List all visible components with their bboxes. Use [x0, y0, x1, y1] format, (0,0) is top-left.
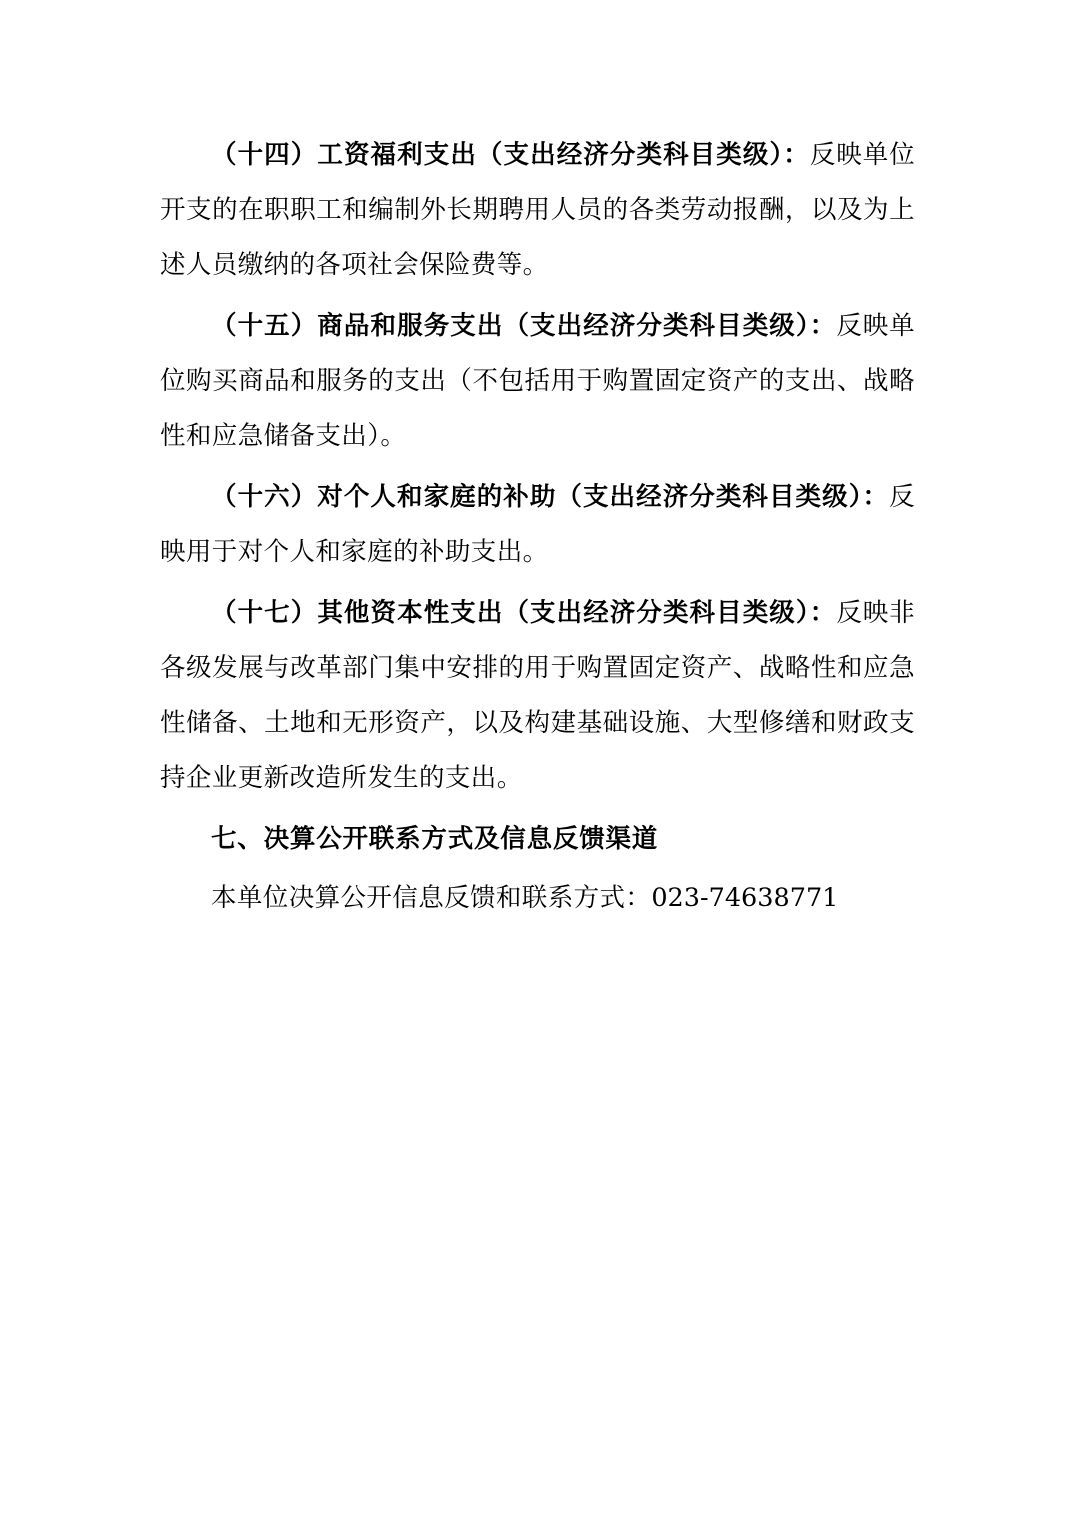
document-body — [160, 128, 915, 926]
contact-phone-number: 023-74638771 — [651, 883, 839, 913]
contact-label: 本单位决算公开信息反馈和联系方式： — [211, 883, 652, 913]
section-heading-seven: 七、决算公开联系方式及信息反馈渠道 — [211, 824, 659, 854]
paragraph-17-heading: （十七）其他资本性支出（支出经济分类科目类级）： — [211, 598, 837, 628]
paragraph-17-text: 反映非各级发展与改革部门集中安排的用于购置固定资产、战略性和应急性储备、土地和无形资产，以及构建基础设施、大型修缮和财政支持企业更新改造所发生的支出。 — [160, 598, 916, 793]
paragraph-14-heading: （十四）工资福利支出（支出经济分类科目类级）： — [211, 140, 810, 170]
paragraph-17 — [160, 586, 915, 806]
paragraph-16-text: 反映用于对个人和家庭的补助支出。 — [160, 482, 915, 567]
paragraph-15-text: 反映单位购买商品和服务的支出（不包括用于购置固定资产的支出、战略性和应急储备支出）。 — [160, 311, 916, 451]
paragraph-16-heading: （十六）对个人和家庭的补助（支出经济分类科目类级）： — [211, 482, 890, 512]
paragraph-14-text: 反映单位开支的在职职工和编制外长期聘用人员的各类劳动报酬，以及为上述人员缴纳的各项社会保险费等。 — [160, 140, 915, 280]
paragraph-15 — [160, 299, 915, 464]
paragraph-14 — [160, 128, 915, 293]
paragraph-15-heading: （十五）商品和服务支出（支出经济分类科目类级）： — [211, 311, 837, 341]
contact-info-line — [160, 871, 915, 926]
paragraph-16 — [160, 470, 915, 580]
